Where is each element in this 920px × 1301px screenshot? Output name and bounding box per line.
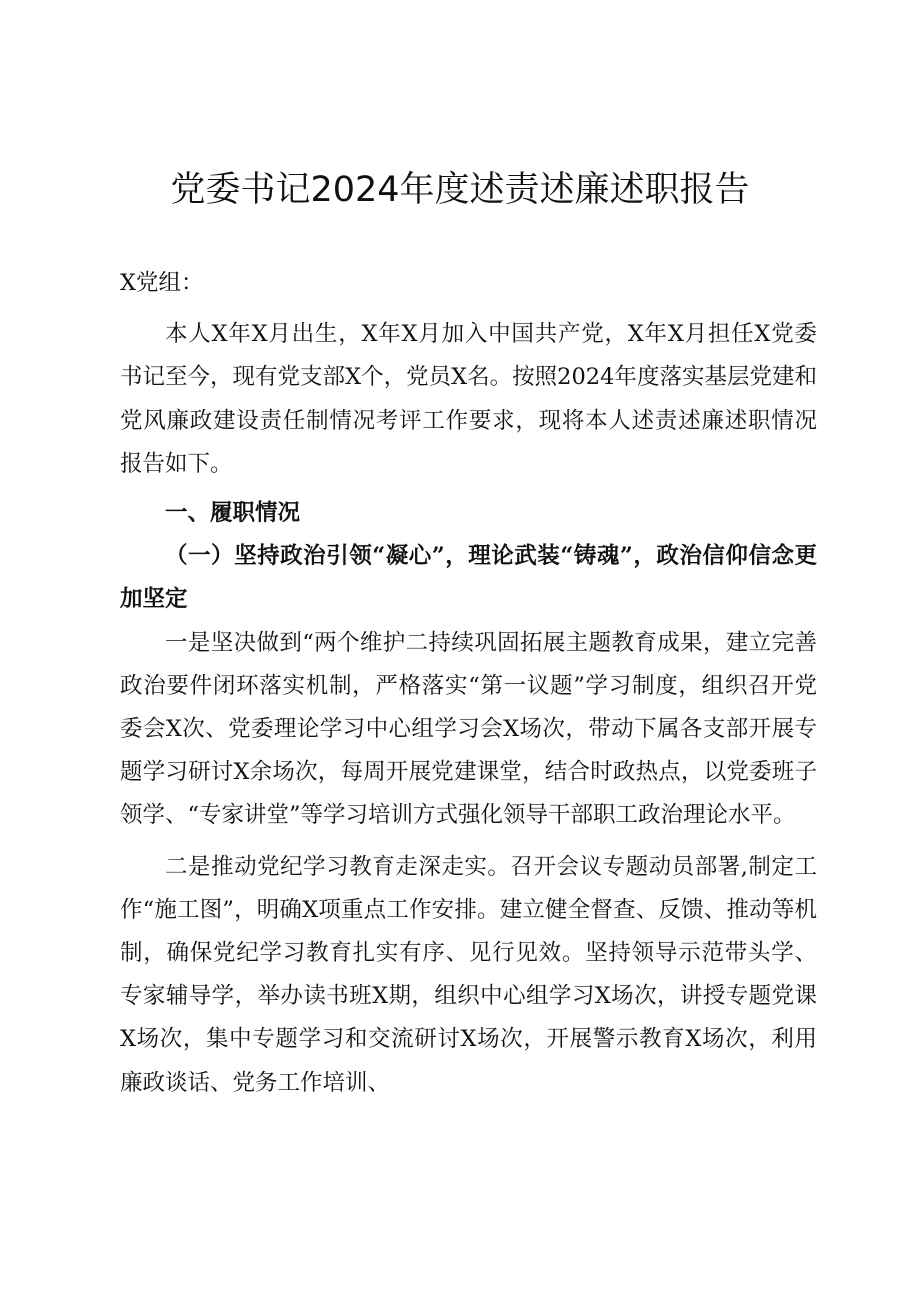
section-heading-performance: 一、履职情况 xyxy=(165,500,301,527)
document-body xyxy=(120,262,817,1105)
salutation: X党组： xyxy=(120,270,204,296)
subsection-heading-political-guidance: （一）坚持政治引领“凝心”，理论武装“铸魂”，政治信仰信念更加坚定 xyxy=(120,543,817,613)
intro-paragraph: 本人X年X月出生，X年X月加入中国共产党，X年X月担任X党委书记至今，现有党支部X个，党员X名。按照2024年度落实基层党建和党风廉政建设责任制情况考评工作要求，现将本人述责述廉述职情况报告如下。 xyxy=(120,321,817,477)
paragraph-two: 二是推动党纪学习教育走深走实。召开会议专题动员部署,制定工作“施工图”，明确X项重点工作安排。建立健全督查、反馈、推动等机制，确保党纪学习教育扎实有序、见行见效。坚持领导示范带头学、专家辅导学，举办读书班X期，组织中心组学习X场次，讲授专题党课X场次，集中专题学习和交流研讨X场次，开展警示教育X场次，利用廉政谈话、党务工作培训、 xyxy=(120,853,817,1096)
document-title: 党委书记2024年度述责述廉述职报告 xyxy=(170,170,750,210)
paragraph-one: 一是坚决做到“两个维护二持续巩固拓展主题教育成果，建立完善政治要件闭环落实机制，严格落实“第一议题”学习制度，组织召开党委会X次、党委理论学习中心组学习会X场次，带动下属各支部开展专题学习研讨X余场次，每周开展党建课堂，结合时政热点，以党委班子领学、“专家讲堂”等学习培训方式强化领导干部职工政治理论水平。 xyxy=(120,629,817,829)
